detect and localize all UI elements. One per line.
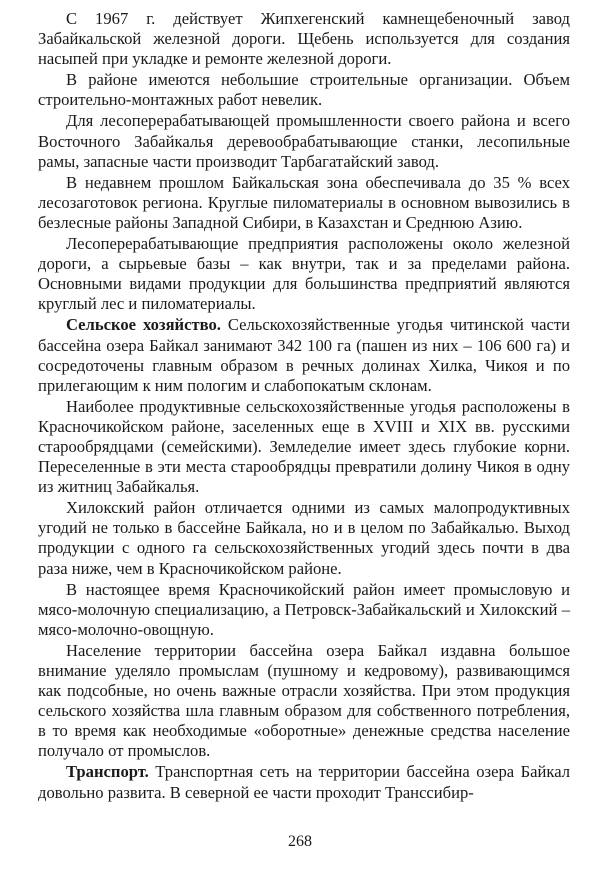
paragraph-text: Население территории бассейна озера Байкал издавна большое внимание уделяло промыслам (пушному и кедровому), развивающимся как подсобные, но очень важные отрасли хозяйства. При этом продукция сельского хозяйства шла главным образом для собственного потребления, в то время как необходимые «оборотные» денежные средства население получало от промыслов. — [38, 640, 570, 761]
page-body — [38, 9, 570, 804]
paragraph-transport — [38, 762, 570, 802]
section-heading-transport: Транспорт. — [66, 762, 149, 782]
section-heading-agriculture: Сельское хозяйство. — [66, 315, 221, 335]
paragraph-construction — [38, 70, 570, 110]
page-number: 268 — [288, 833, 312, 850]
paragraph-text: С 1967 г. действует Жипхегенский камнещебеночный завод Забайкальской железной дороги. Щебень используется для создания насыпей при укладке и ремонте железной дороги. — [38, 9, 570, 69]
paragraph-text: В настоящее время Красночикойский район имеет промысловую и мясо-молочную специализацию, а Петровск-Забайкальский и Хилокский – мясо-молочно-овощную. — [38, 579, 570, 639]
paragraph-quarry — [38, 9, 570, 69]
paragraph-text: Транспортная сеть на территории бассейна озера Байкал довольно развита. В северной ее части проходит Транссибир- — [38, 762, 570, 802]
paragraph-specialization — [38, 580, 570, 640]
paragraph-krasnochikoy — [38, 397, 570, 497]
paragraph-logging — [38, 173, 570, 233]
paragraph-text: Сельскохозяйственные угодья читинской части бассейна озера Байкал занимают 342 100 га (пашен из них – 106 600 га) и сосредоточены главным образом в речных долинах Хилка, Чикоя и по прилегающим к ним пологим и слабопокатым склонам. — [38, 315, 570, 395]
paragraph-text: Для лесоперерабатывающей промышленности своего района и всего Восточного Забайкалья деревообрабатывающие станки, лесопильные рамы, запасные части производит Тарбагатайский завод. — [38, 111, 570, 171]
paragraph-text: Хилокский район отличается одними из самых малопродуктивных угодий не только в бассейне Байкала, но и в целом по Забайкалью. Выход продукции с одного га сельскохозяйственных угодий здесь почти в два раза ниже, чем в Красночикойском районе. — [38, 498, 570, 578]
paragraph-crafts — [38, 641, 570, 762]
paragraph-text: Наиболее продуктивные сельскохозяйственные угодья расположены в Красночикойском районе, заселенных еще в XVIII и XIX вв. русскими старообрядцами (семейскими). Земледелие имеет здесь глубокие корни. Переселенные в эти места старообрядцы превратили долину Чикоя в одну из житниц Забайкалья. — [38, 396, 570, 497]
paragraph-text: В недавнем прошлом Байкальская зона обеспечивала до 35 % всех лесозаготовок региона. Круглые пиломатериалы в основном вывозились в безлесные районы Западной Сибири, в Казахстан и Среднюю Азию. — [38, 172, 570, 232]
paragraph-woodworking — [38, 111, 570, 171]
paragraph-timber-enterprises — [38, 234, 570, 314]
paragraph-agriculture — [38, 315, 570, 395]
paragraph-khilok — [38, 498, 570, 578]
paragraph-text: Лесоперерабатывающие предприятия расположены около железной дороги, а сырьевые базы – как внутри, так и за пределами района. Основными видами продукции для большинства предприятий являются круглый лес и пиломатериалы. — [38, 234, 570, 314]
paragraph-text: В районе имеются небольшие строительные организации. Объем строительно-монтажных работ невелик. — [38, 70, 570, 110]
